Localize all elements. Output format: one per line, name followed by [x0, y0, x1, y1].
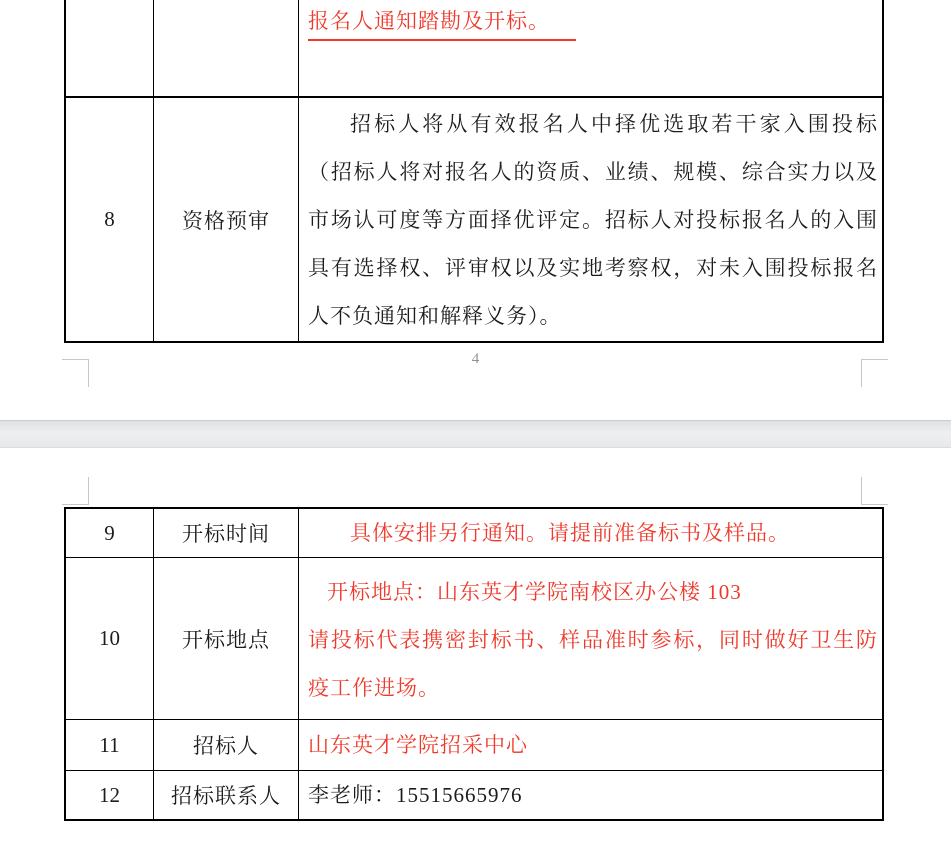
paragraph-line: 具有选择权、评审权以及实地考察权，对未入围投标报名 — [308, 256, 878, 280]
paragraph-line: 人不负通知和解释义务）。 — [308, 304, 562, 328]
page-break-gap — [0, 420, 951, 448]
row-label-cell: 招标人 — [154, 720, 299, 770]
row-number-cell: 12 — [66, 771, 154, 819]
row-label-cell: 开标地点 — [154, 558, 299, 719]
row-content-cell — [299, 558, 882, 719]
table-row — [66, 0, 882, 98]
row-label-cell: 招标联系人 — [154, 771, 299, 819]
paragraph-line: 李老师：15515665976 — [308, 783, 523, 807]
table-row — [66, 771, 882, 819]
row-content-cell — [299, 98, 882, 341]
row-number-cell: 10 — [66, 558, 154, 719]
row-number-cell: 8 — [66, 98, 154, 341]
table-row — [66, 558, 882, 720]
paragraph-line: 请投标代表携密封标书、样品准时参标，同时做好卫生防 — [308, 628, 878, 652]
row-label-cell: 资格预审 — [154, 98, 299, 341]
table-row — [66, 98, 882, 341]
row-content-cell — [299, 720, 882, 770]
page-margin-corner-mark — [62, 477, 89, 505]
row-label-cell: 开标时间 — [154, 509, 299, 557]
paragraph-line: 疫工作进场。 — [308, 676, 440, 700]
paragraph-line: 山东英才学院招采中心 — [308, 733, 528, 757]
row-number-cell — [66, 0, 154, 96]
page-margin-corner-mark — [861, 477, 888, 505]
table-row — [66, 509, 882, 558]
paragraph-line: 开标地点：山东英才学院南校区办公楼 103 — [327, 580, 742, 604]
row-content-cell — [299, 509, 882, 557]
paragraph-line: 市场认可度等方面择优评定。招标人对投标报名人的入围 — [308, 208, 878, 232]
row-number-cell: 11 — [66, 720, 154, 770]
page-margin-corner-mark — [861, 359, 888, 387]
page-number: 4 — [471, 351, 480, 367]
paragraph-line: 具体安排另行通知。请提前准备标书及样品。 — [350, 521, 790, 545]
bid-info-table-page2 — [64, 507, 884, 821]
row-content-cell — [299, 0, 882, 96]
page-margin-corner-mark — [62, 359, 89, 387]
row-number-cell: 9 — [66, 509, 154, 557]
paragraph-line: （招标人将对报名人的资质、业绩、规模、综合实力以及 — [308, 160, 878, 184]
underlined-red-text: 报名人通知踏勘及开标。 — [308, 9, 576, 41]
table-row — [66, 720, 882, 771]
paragraph-line: 招标人将从有效报名人中择优选取若干家入围投标 — [350, 112, 878, 136]
bid-info-table-page1 — [64, 0, 884, 343]
row-label-cell — [154, 0, 299, 96]
row-content-cell — [299, 771, 882, 819]
